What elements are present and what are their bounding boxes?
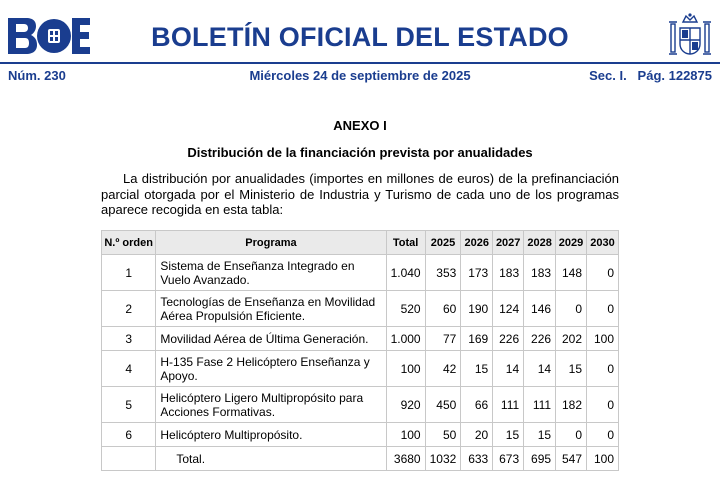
year-cell: 111 [493, 387, 524, 423]
totals-label: Total. [156, 447, 386, 471]
program-cell: Helicóptero Multipropósito. [156, 423, 386, 447]
year-cell: 50 [425, 423, 461, 447]
year-cell: 547 [556, 447, 587, 471]
year-cell: 15 [461, 351, 493, 387]
year-cell: 66 [461, 387, 493, 423]
year-cell: 183 [493, 255, 524, 291]
table-row [102, 327, 619, 351]
column-header: Programa [156, 231, 386, 255]
table-row [102, 291, 619, 327]
year-cell: 450 [425, 387, 461, 423]
year-cell: 60 [425, 291, 461, 327]
year-cell: 1032 [425, 447, 461, 471]
year-cell: 0 [587, 255, 619, 291]
order-cell: 1 [102, 255, 156, 291]
year-cell: 0 [587, 423, 619, 447]
total-cell: 1.040 [386, 255, 425, 291]
table-header-row [102, 231, 619, 255]
year-cell: 226 [524, 327, 556, 351]
section-page: Sec. I. Pág. 122875 [589, 68, 712, 83]
year-cell: 202 [556, 327, 587, 351]
year-cell: 0 [556, 291, 587, 327]
column-header: 2029 [556, 231, 587, 255]
year-cell: 190 [461, 291, 493, 327]
year-cell: 183 [524, 255, 556, 291]
year-cell: 100 [587, 447, 619, 471]
order-cell: 6 [102, 423, 156, 447]
program-cell: Helicóptero Ligero Multipropósito para Acciones Formativas. [156, 387, 386, 423]
program-cell: Sistema de Enseñanza Integrado en Vuelo Avanzado. [156, 255, 386, 291]
column-header: 2027 [493, 231, 524, 255]
table-row [102, 423, 619, 447]
totals-row [102, 447, 619, 471]
year-cell: 148 [556, 255, 587, 291]
issue-number: Núm. 230 [8, 68, 66, 83]
year-cell: 0 [587, 291, 619, 327]
year-cell: 226 [493, 327, 524, 351]
table-row [102, 255, 619, 291]
page-title: BOLETÍN OFICIAL DEL ESTADO [151, 22, 569, 52]
program-cell: Tecnologías de Enseñanza en Movilidad Aérea Propulsión Eficiente. [156, 291, 386, 327]
total-cell: 3680 [386, 447, 425, 471]
total-cell: 100 [386, 423, 425, 447]
program-cell: Movilidad Aérea de Última Generación. [156, 327, 386, 351]
year-cell: 15 [556, 351, 587, 387]
year-cell: 124 [493, 291, 524, 327]
year-cell: 353 [425, 255, 461, 291]
year-cell: 20 [461, 423, 493, 447]
year-cell: 173 [461, 255, 493, 291]
order-cell: 2 [102, 291, 156, 327]
year-cell: 111 [524, 387, 556, 423]
order-cell: 4 [102, 351, 156, 387]
intro-paragraph: La distribución por anualidades (importes en millones de euros) de la prefinanciación parcial otorgada por el Ministerio de Industria y Turismo de cada uno de los programas aparece recogida en esta tabla: [101, 171, 619, 217]
year-cell: 100 [587, 327, 619, 351]
order-cell: 5 [102, 387, 156, 423]
header-divider [0, 62, 720, 64]
column-header: 2028 [524, 231, 556, 255]
year-cell: 14 [524, 351, 556, 387]
annex-subtitle: Distribución de la financiación prevista por anualidades [187, 145, 533, 160]
column-header: 2026 [461, 231, 493, 255]
table-row [102, 351, 619, 387]
year-cell: 42 [425, 351, 461, 387]
year-cell: 77 [425, 327, 461, 351]
column-header: Total [386, 231, 425, 255]
program-cell: H-135 Fase 2 Helicóptero Enseñanza y Apoyo. [156, 351, 386, 387]
year-cell: 0 [587, 351, 619, 387]
total-cell: 1.000 [386, 327, 425, 351]
total-cell: 520 [386, 291, 425, 327]
column-header: 2030 [587, 231, 619, 255]
year-cell: 673 [493, 447, 524, 471]
order-cell: 3 [102, 327, 156, 351]
coat-of-arms-icon [668, 12, 712, 58]
year-cell: 15 [524, 423, 556, 447]
table-row [102, 387, 619, 423]
year-cell: 182 [556, 387, 587, 423]
year-cell: 14 [493, 351, 524, 387]
year-cell: 146 [524, 291, 556, 327]
issue-date: Miércoles 24 de septiembre de 2025 [249, 68, 471, 83]
column-header: N.º orden [102, 231, 156, 255]
year-cell: 695 [524, 447, 556, 471]
empty-cell [102, 447, 156, 471]
year-cell: 0 [556, 423, 587, 447]
year-cell: 633 [461, 447, 493, 471]
year-cell: 0 [587, 387, 619, 423]
year-cell: 169 [461, 327, 493, 351]
total-cell: 920 [386, 387, 425, 423]
annex-title: ANEXO I [333, 118, 387, 133]
year-cell: 15 [493, 423, 524, 447]
total-cell: 100 [386, 351, 425, 387]
funding-table [101, 230, 619, 471]
column-header: 2025 [425, 231, 461, 255]
